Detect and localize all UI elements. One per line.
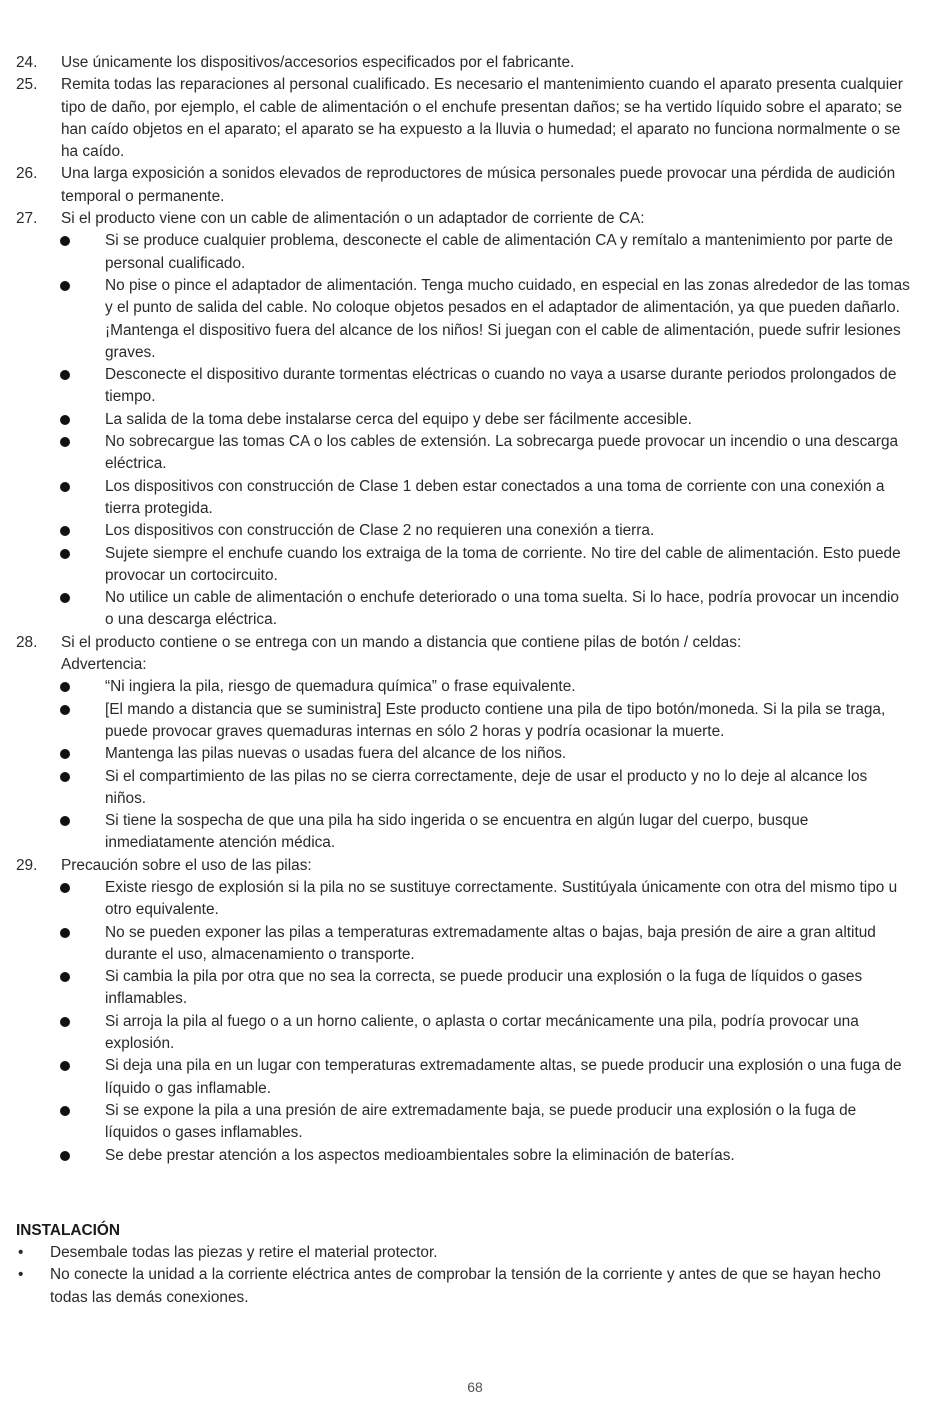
bullet-dot-icon: [60, 883, 70, 893]
bullet-icon: •: [18, 1244, 24, 1262]
bullet-dot-icon: [60, 549, 70, 559]
numbered-item: [0, 208, 950, 230]
bullet-dot-icon: [60, 1017, 70, 1027]
item-number: 26.: [16, 165, 38, 183]
bullet-dot-icon: [60, 1151, 70, 1161]
bullet-dot-icon: [60, 816, 70, 826]
bullet-item: [0, 1055, 950, 1100]
bullet-item: [0, 275, 950, 364]
bullet-dot-icon: [60, 482, 70, 492]
item-text: Si el producto viene con un cable de alimentación o un adaptador de corriente de CA:: [61, 210, 645, 228]
bullet-text: La salida de la toma debe instalarse cerca del equipo y debe ser fácilmente accesible.: [105, 410, 692, 428]
numbered-item: [0, 74, 950, 163]
bullet-text: No sobrecargue las tomas CA o los cables de extensión. La sobrecarga puede provocar un incendio o una descarga eléctrica.: [105, 433, 899, 473]
item-text: Remita todas las reparaciones al personal cualificado. Es necesario el mantenimiento cuando el aparato presenta cualquier tipo de daño, por ejemplo, el cable de alimentación o el enchufe presentan daños; se ha vertido líquido sobre el aparato; se han caído objetos en el aparato; el aparato se ha expuesto a la lluvia o humedad; el aparato no funciona normalmente o se ha caído.: [61, 76, 903, 161]
bullet-dot-icon: [60, 236, 70, 246]
bullet-item: [0, 810, 950, 855]
bullet-dot-icon: [60, 972, 70, 982]
bullet-text: Si arroja la pila al fuego o a un horno caliente, o aplasta o cortar mecánicamente una pila, podría provocar una explosión.: [105, 1012, 859, 1053]
installation-text: No conecte la unidad a la corriente eléctrica antes de comprobar la tensión de la corriente y antes de que se hayan hecho todas las demás conexiones.: [50, 1266, 881, 1306]
bullet-item: [0, 966, 950, 1011]
bullet-text: Existe riesgo de explosión si la pila no se sustituye correctamente. Sustitúyala únicamente con otra del mismo tipo u otro equivalente.: [105, 878, 898, 919]
item-number: 24.: [16, 54, 38, 71]
installation-item: [0, 1242, 950, 1264]
bullet-text: “Ni ingiera la pila, riesgo de quemadura química” o frase equivalente.: [105, 678, 576, 696]
bullet-text: Desconecte el dispositivo durante tormentas eléctricas o cuando no vaya a usarse durante periodos prolongados de tiempo.: [105, 366, 897, 406]
section-spacer: [0, 1167, 950, 1220]
bullet-text: [El mando a distancia que se suministra] Este producto contiene una pila de tipo botón/moneda. Si la pila se traga, puede provocar graves quemaduras internas en sólo 2 horas y podría ocasionar la muerte.: [105, 700, 886, 740]
safety-instructions-list: [0, 52, 950, 1167]
bullet-text: Si el compartimiento de las pilas no se cierra correctamente, deje de usar el producto y no lo deje al alcance los niños.: [105, 767, 868, 807]
bullet-dot-icon: [60, 772, 70, 782]
installation-text: Desembale todas las piezas y retire el material protector.: [50, 1244, 438, 1262]
bullet-text: No se pueden exponer las pilas a temperaturas extremadamente altas o bajas, baja presión de aire a gran altitud durante el uso, almacenamiento o transporte.: [105, 923, 876, 963]
bullet-item: [0, 543, 950, 588]
bullet-dot-icon: [60, 437, 70, 447]
item-number: 27.: [16, 210, 38, 228]
bullet-item: [0, 587, 950, 632]
installation-section: [0, 1220, 950, 1309]
bullet-text: Sujete siempre el enchufe cuando los extraiga de la toma de corriente. No tire del cable de alimentación. Esto puede provocar un cortocircuito.: [105, 544, 901, 584]
bullet-item: [0, 364, 950, 409]
bullet-icon: •: [18, 1266, 24, 1284]
bullet-text: Se debe prestar atención a los aspectos medioambientales sobre la eliminación de baterías.: [105, 1146, 735, 1164]
bullet-item: [0, 409, 950, 431]
bullet-text: Si se expone la pila a una presión de aire extremadamente baja, se puede producir una explosión o la fuga de líquidos o gases inflamables.: [105, 1101, 857, 1142]
bullet-text: Si se produce cualquier problema, desconecte el cable de alimentación CA y remítalo a mantenimiento por parte de personal cualificado.: [105, 232, 893, 272]
numbered-item: [0, 855, 950, 877]
item-number: 28.: [16, 633, 38, 651]
item-text: Use únicamente los dispositivos/accesorios especificados por el fabricante.: [61, 54, 575, 71]
installation-title: INSTALACIÓN: [16, 1221, 121, 1239]
bullet-text: Si tiene la sospecha de que una pila ha sido ingerida o se encuentra en algún lugar del cuerpo, busque inmediatamente atención médica.: [105, 812, 809, 852]
bullet-item: [0, 431, 950, 476]
item-text: Una larga exposición a sonidos elevados de reproductores de música personales puede provocar una pérdida de audición temporal o permanente.: [61, 165, 896, 205]
bullet-item: [0, 877, 950, 922]
bullet-text: Si cambia la pila por otra que no sea la correcta, se puede producir una explosión o la fuga de líquidos o gases inflamables.: [105, 968, 863, 1008]
bullet-item: [0, 743, 950, 765]
bullet-text: Los dispositivos con construcción de Clase 2 no requieren una conexión a tierra.: [105, 522, 655, 540]
bullet-dot-icon: [60, 1061, 70, 1071]
bullet-item: [0, 1100, 950, 1145]
item-text: Precaución sobre el uso de las pilas:: [61, 856, 312, 874]
bullet-text: Los dispositivos con construcción de Clase 1 deben estar conectados a una toma de corriente con una conexión a tierra protegida.: [105, 477, 885, 517]
numbered-item: [0, 163, 950, 208]
manual-page: [0, 52, 950, 1309]
installation-list: [0, 1242, 950, 1309]
bullet-dot-icon: [60, 593, 70, 603]
bullet-item: [0, 1145, 950, 1167]
item-number: 29.: [16, 856, 38, 874]
bullet-item: [0, 676, 950, 698]
bullet-dot-icon: [60, 370, 70, 380]
item-number: 25.: [16, 76, 38, 94]
numbered-item: [0, 632, 950, 677]
bullet-dot-icon: [60, 415, 70, 425]
bullet-item: [0, 766, 950, 811]
bullet-text: No pise o pince el adaptador de alimentación. Tenga mucho cuidado, en especial en las zonas alrededor de las tomas y el punto de salida del cable. No coloque objetos pesados en el adaptador de alimentación, ya que pueden dañarlo. ¡Mantenga el dispositivo fuera del alcance de los niños! Si juegan con el cable de alimentación, puede sufrir lesiones graves.: [105, 276, 910, 361]
bullet-item: [0, 1011, 950, 1056]
bullet-dot-icon: [60, 928, 70, 938]
bullet-text: Mantenga las pilas nuevas o usadas fuera del alcance de los niños.: [105, 745, 567, 763]
numbered-item: [0, 52, 950, 74]
bullet-text: No utilice un cable de alimentación o enchufe deteriorado o una toma suelta. Si lo hace, podría provocar un incendio o una descarga eléctrica.: [105, 589, 899, 629]
bullet-dot-icon: [60, 749, 70, 759]
bullet-text: Si deja una pila en un lugar con temperaturas extremadamente altas, se puede producir una explosión o una fuga de líquido o gas inflamable.: [105, 1057, 902, 1097]
bullet-dot-icon: [60, 682, 70, 692]
bullet-item: [0, 922, 950, 967]
bullet-item: [0, 520, 950, 542]
bullet-dot-icon: [60, 1106, 70, 1116]
page-number: 68: [467, 1379, 483, 1395]
item-text: Si el producto contiene o se entrega con un mando a distancia que contiene pilas de botón / celdas:: [61, 633, 742, 651]
item-subheading: Advertencia:: [61, 656, 147, 674]
bullet-item: [0, 476, 950, 521]
bullet-item: [0, 230, 950, 275]
installation-item: [0, 1264, 950, 1309]
bullet-dot-icon: [60, 281, 70, 291]
bullet-dot-icon: [60, 526, 70, 536]
bullet-dot-icon: [60, 705, 70, 715]
bullet-item: [0, 699, 950, 744]
